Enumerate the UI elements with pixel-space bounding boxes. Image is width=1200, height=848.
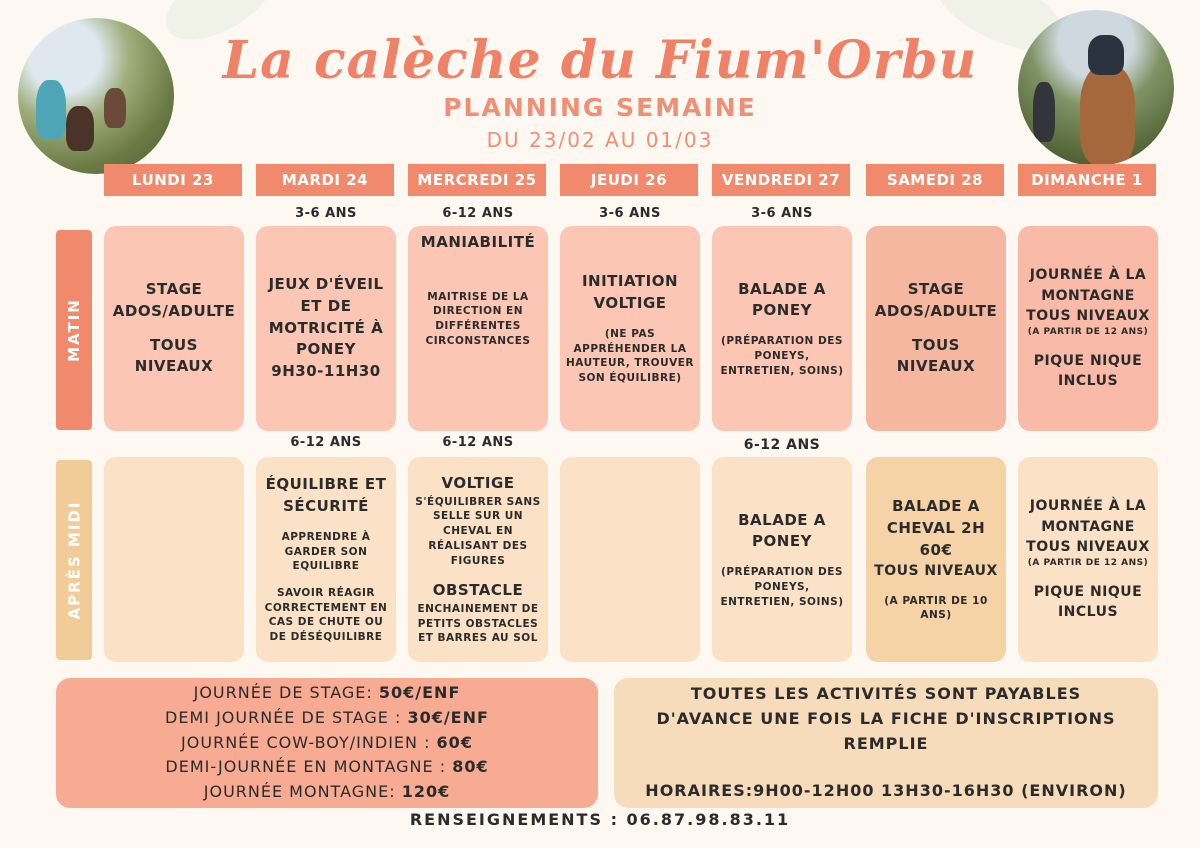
- price-label: DEMI JOURNÉE DE STAGE :: [165, 707, 408, 727]
- activity-desc: APPRENDRE À GARDER SON EQUILIBRE: [281, 530, 371, 573]
- morning-band: [56, 230, 92, 430]
- activity-price: 60€: [919, 540, 953, 559]
- afternoon-band: [56, 460, 92, 660]
- price-value: 120€: [401, 782, 451, 802]
- age-label: 6-12 ANS: [442, 435, 514, 450]
- activity-card-samedi-am: [866, 226, 1006, 431]
- activity-title: STAGE ADOS/ADULTE: [874, 280, 998, 320]
- day-header-dimanche: DIMANCHE 1: [1018, 164, 1156, 196]
- activity-extra: PIQUE NIQUE INCLUS: [1033, 583, 1143, 621]
- activity-title: MANIABILITÉ: [420, 233, 536, 251]
- activity-level: TOUS NIVEAUX: [874, 563, 998, 580]
- price-list: [56, 678, 598, 808]
- price-row: [181, 731, 473, 756]
- activity-desc: (PRÉPARATION DES PONEYS, ENTRETIEN, SOINS): [720, 566, 844, 608]
- activity-card-mercredi-am: [408, 226, 548, 431]
- age-label: 6-12 ANS: [442, 206, 514, 221]
- day-header-mardi: MARDI 24: [256, 164, 394, 196]
- activity-card-lundi-am: [104, 226, 244, 431]
- activity-card-dimanche-am: [1018, 226, 1158, 431]
- age-label: 3-6 ANS: [599, 206, 661, 221]
- age-label: 6-12 ANS: [743, 437, 821, 453]
- activity-title: BALADE A PONEY: [738, 279, 826, 320]
- activity-level: TOUS NIVEAUX: [134, 335, 214, 376]
- price-row: [194, 681, 461, 706]
- activity-card-mardi-am: [256, 226, 396, 431]
- activity-title: BALADE A PONEY: [738, 510, 826, 551]
- morning-label: MATIN: [65, 298, 83, 362]
- activity-level: TOUS NIVEAUX: [896, 335, 976, 376]
- age-label: 3-6 ANS: [295, 206, 357, 221]
- payment-note: TOUTES LES ACTIVITÉS SONT PAYABLES D'AVANCE UNE FOIS LA FICHE D'INSCRIPTIONS REMPLIE: [656, 684, 1116, 753]
- day-header-samedi: SAMEDI 28: [866, 164, 1004, 196]
- price-value: 30€/ENF: [407, 707, 489, 727]
- price-value: 50€/ENF: [378, 683, 461, 702]
- price-row: [165, 706, 489, 731]
- horse-photo: [1018, 10, 1174, 166]
- activity-title: BALADE A CHEVAL 2H: [886, 497, 986, 537]
- price-label: JOURNÉE DE STAGE:: [193, 683, 379, 702]
- activity-note: (A PARTIR DE 12 ANS): [1027, 558, 1149, 569]
- age-label: 3-6 ANS: [751, 206, 813, 221]
- date-range: DU 23/02 AU 01/03: [486, 128, 714, 152]
- contact-phone: RENSEIGNEMENTS : 06.87.98.83.11: [409, 810, 791, 829]
- price-value: 80€: [452, 757, 489, 777]
- price-value: 60€: [436, 732, 473, 752]
- activity-extra: PIQUE NIQUE INCLUS: [1033, 352, 1143, 390]
- activity-desc: MAITRISE DE LA DIRECTION EN DIFFÉRENTES CIRCONSTANCES: [425, 290, 531, 347]
- activity-title: OBSTACLE: [432, 581, 524, 600]
- activity-title: INITIATION VOLTIGE: [581, 272, 679, 313]
- activity-title: JEUX D'ÉVEIL ET DE MOTRICITÉ À PONEY: [268, 275, 384, 359]
- activity-title: STAGE ADOS/ADULTE: [112, 280, 236, 320]
- price-label: DEMI-JOURNÉE EN MONTAGNE :: [165, 757, 453, 777]
- page-title: La calèche du Fium'Orbu: [222, 30, 978, 91]
- activity-time: 9H30-11H30: [271, 362, 381, 381]
- riders-photo: [18, 18, 174, 174]
- activity-title: ÉQUILIBRE ET SÉCURITÉ: [265, 475, 387, 516]
- activity-desc: (NE PAS APPRÉHENDER LA HAUTEUR, TROUVER SON ÉQUILIBRE): [566, 327, 694, 384]
- activity-card-vendredi-am: [712, 226, 852, 431]
- activity-card-vendredi-pm: [712, 457, 852, 662]
- activity-desc: SAVOIR RÉAGIR CORRECTEMENT EN CAS DE CHUTE OU DE DÉSÉQUILIBRE: [264, 586, 388, 643]
- activity-note: (A PARTIR DE 10 ANS): [884, 594, 988, 622]
- day-header-lundi: LUNDI 23: [104, 164, 242, 196]
- activity-title: JOURNÉE À LA MONTAGNE TOUS NIVEAUX: [1026, 267, 1150, 325]
- price-label: JOURNÉE MONTAGNE:: [203, 782, 402, 802]
- activity-desc: S'ÉQUILIBRER SANS SELLE SUR UN CHEVAL EN RÉALISANT DES FIGURES: [415, 495, 541, 567]
- day-header-jeudi: JEUDI 26: [560, 164, 698, 196]
- activity-note: (A PARTIR DE 12 ANS): [1027, 327, 1149, 338]
- price-row: [204, 780, 450, 805]
- activity-title: VOLTIGE: [441, 474, 515, 492]
- price-label: JOURNÉE COW-BOY/INDIEN :: [181, 732, 437, 752]
- activity-card-mercredi-pm: [408, 457, 548, 662]
- activity-card-samedi-pm: [866, 457, 1006, 662]
- info-box: [614, 678, 1158, 808]
- age-label: 6-12 ANS: [290, 435, 362, 450]
- activity-desc: (PRÉPARATION DES PONEYS, ENTRETIEN, SOINS): [720, 335, 844, 377]
- activity-card-mardi-pm: [256, 457, 396, 662]
- subtitle: PLANNING SEMAINE: [443, 93, 757, 122]
- afternoon-label: APRÈS MIDI: [65, 500, 83, 620]
- price-row: [165, 755, 488, 780]
- activity-desc: ENCHAINEMENT DE PETITS OBSTACLES ET BARRES AU SOL: [417, 602, 539, 645]
- day-header-vendredi: VENDREDI 27: [712, 164, 850, 196]
- activity-title: JOURNÉE À LA MONTAGNE TOUS NIVEAUX: [1026, 498, 1150, 556]
- activity-card-jeudi-pm: [560, 457, 700, 662]
- activity-card-dimanche-pm: [1018, 457, 1158, 662]
- opening-hours: HORAIRES:9H00-12H00 13H30-16H30 (ENVIRON): [645, 780, 1127, 800]
- activity-card-lundi-pm: [104, 457, 244, 662]
- activity-card-jeudi-am: [560, 226, 700, 431]
- day-header-mercredi: MERCREDI 25: [408, 164, 546, 196]
